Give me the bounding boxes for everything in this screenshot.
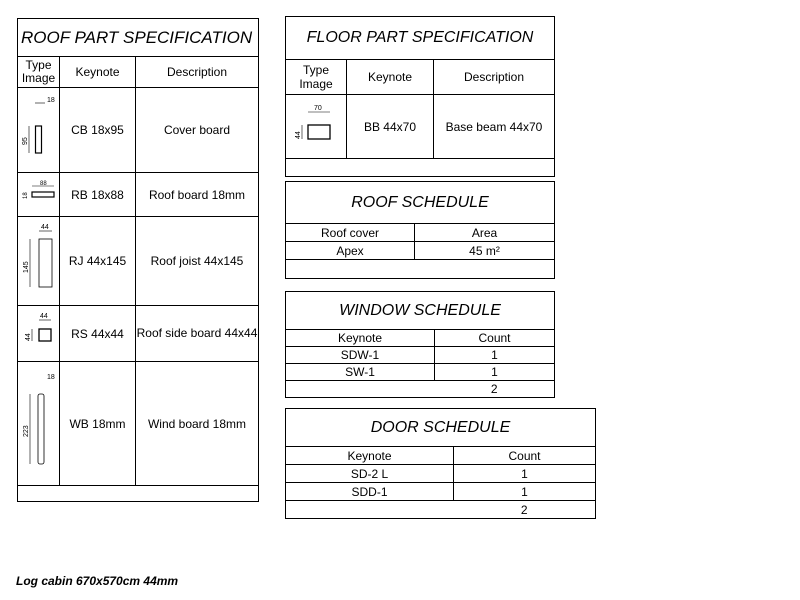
table-row	[18, 362, 259, 486]
door-schedule-header-count: Count	[454, 447, 596, 465]
table-row	[18, 173, 259, 217]
table-cell: Roof board 18mm	[136, 173, 259, 217]
table-cell: Apex	[286, 242, 415, 260]
table-cell: SW-1	[286, 364, 435, 381]
table-cell: RB 18x88	[60, 173, 136, 217]
dim-label: 88	[40, 181, 47, 187]
long-rect-icon	[18, 362, 60, 486]
roof-description-header: Description	[136, 57, 259, 88]
table-total-row	[286, 501, 596, 519]
flat-rect-icon	[18, 173, 60, 217]
door-schedule-table	[285, 408, 596, 519]
dim-label: 223	[23, 425, 30, 437]
roof-schedule-table	[285, 181, 555, 279]
roof-schedule-header-cover: Roof cover	[286, 224, 415, 242]
table-cell: SD-2 L	[286, 465, 454, 483]
table-footer-row	[286, 260, 555, 279]
table-cell: Cover board	[136, 88, 259, 173]
window-schedule-title: WINDOW SCHEDULE	[286, 292, 555, 330]
floor-part-specification-table	[285, 16, 555, 177]
window-schedule-table	[285, 291, 555, 398]
table-footer-row	[286, 159, 555, 177]
table-cell: Wind board 18mm	[136, 362, 259, 486]
table-row	[286, 347, 555, 364]
roof-part-specification-table	[17, 18, 259, 502]
dim-label: 95	[22, 137, 29, 145]
total-count: 2	[454, 501, 596, 519]
dim-label: 44	[40, 313, 48, 320]
table-row	[286, 95, 555, 159]
table-cell: 1	[435, 347, 555, 364]
floor-description-header: Description	[434, 60, 555, 95]
table-footer-row	[18, 486, 259, 502]
table-cell: 1	[454, 465, 596, 483]
dim-label: 70	[314, 105, 322, 112]
table-cell: RS 44x44	[60, 306, 136, 362]
tall-rect-icon	[18, 217, 60, 306]
vertical-rect-icon	[18, 88, 60, 173]
dim-label: 18	[23, 192, 29, 199]
table-cell: Roof joist 44x145	[136, 217, 259, 306]
table-cell: WB 18mm	[60, 362, 136, 486]
dim-label: 18	[47, 374, 55, 381]
door-schedule-title: DOOR SCHEDULE	[286, 409, 596, 447]
dim-label: 18	[47, 97, 55, 104]
table-row	[18, 88, 259, 173]
window-schedule-header-keynote: Keynote	[286, 330, 435, 347]
table-cell: 1	[435, 364, 555, 381]
total-count: 2	[435, 381, 555, 398]
table-total-row	[286, 381, 555, 398]
table-row	[18, 217, 259, 306]
dim-label: 145	[23, 261, 30, 273]
wide-rect-icon	[286, 95, 347, 159]
table-row	[286, 483, 596, 501]
document-footer-caption: Log cabin 670x570cm 44mm	[16, 574, 179, 588]
table-row	[286, 242, 555, 260]
table-cell: SDD-1	[286, 483, 454, 501]
window-schedule-header-count: Count	[435, 330, 555, 347]
table-cell: BB 44x70	[347, 95, 434, 159]
roof-schedule-header-area: Area	[415, 224, 555, 242]
roof-type-image-header: Type Image	[18, 57, 60, 88]
table-row	[286, 465, 596, 483]
floor-type-image-header: Type Image	[286, 60, 347, 95]
floor-part-title: FLOOR PART SPECIFICATION	[286, 17, 555, 60]
roof-keynote-header: Keynote	[60, 57, 136, 88]
square-icon	[18, 306, 60, 362]
roof-schedule-title: ROOF SCHEDULE	[286, 182, 555, 224]
door-schedule-header-keynote: Keynote	[286, 447, 454, 465]
table-cell: Roof side board 44x44	[136, 306, 259, 362]
table-row	[18, 306, 259, 362]
table-cell: CB 18x95	[60, 88, 136, 173]
table-cell: RJ 44x145	[60, 217, 136, 306]
table-row	[286, 364, 555, 381]
table-cell: SDW-1	[286, 347, 435, 364]
dim-label: 44	[295, 131, 302, 139]
dim-label: 44	[25, 333, 32, 341]
table-cell: 1	[454, 483, 596, 501]
table-cell: 45 m²	[415, 242, 555, 260]
table-cell: Base beam 44x70	[434, 95, 555, 159]
floor-keynote-header: Keynote	[347, 60, 434, 95]
dim-label: 44	[41, 224, 49, 231]
roof-part-title: ROOF PART SPECIFICATION	[18, 19, 259, 57]
